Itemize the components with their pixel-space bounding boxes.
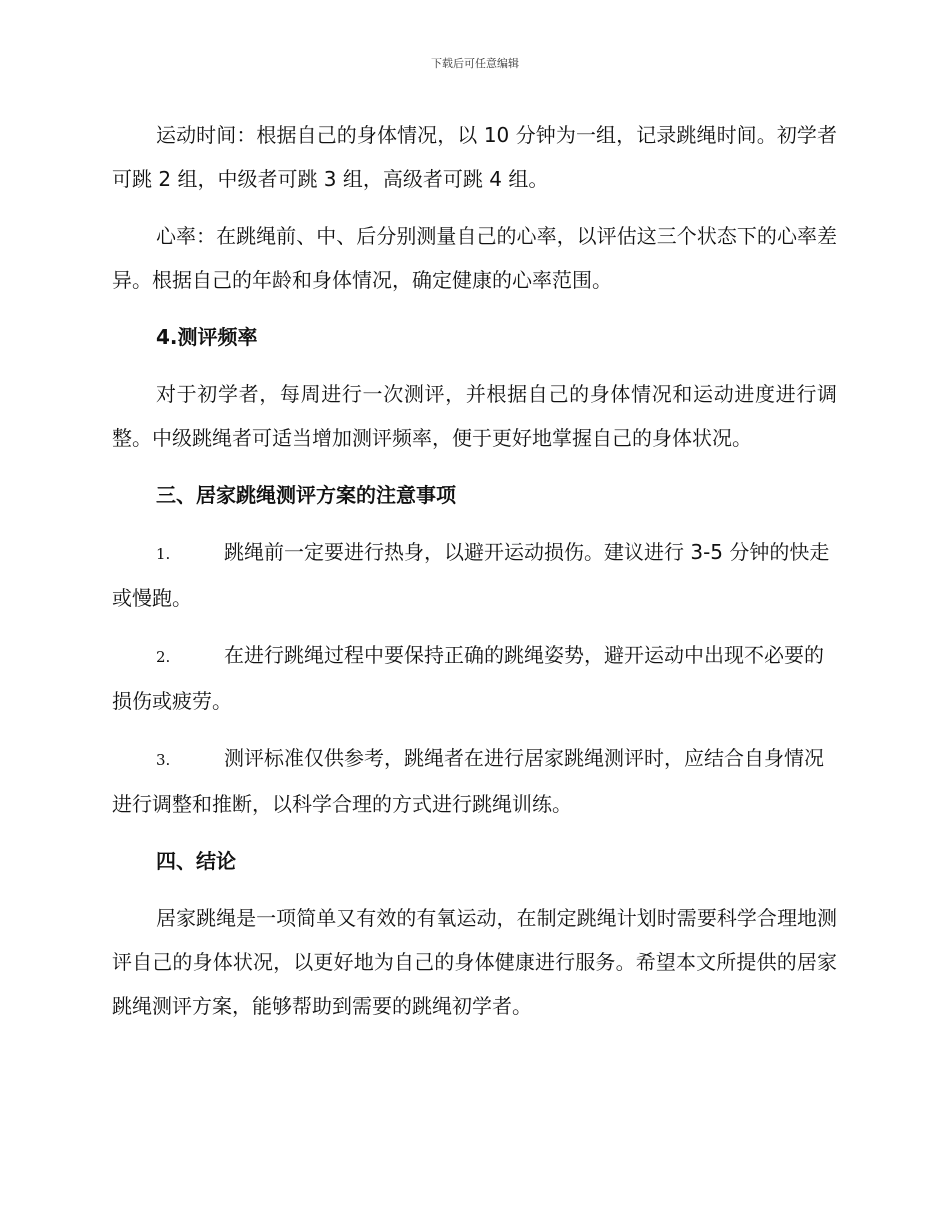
conclusion-paragraph: 居家跳绳是一项简单又有效的有氧运动，在制定跳绳计划时需要科学合理地测评自己的身体状况，以更好地为自己的身体健康进行服务。希望本文所提供的居家跳绳测评方案，能够帮助到需要的跳绳初学者。 xyxy=(112,906,837,1018)
note-text: 在进行跳绳过程中要保持正确的跳绳姿势，避开运动中出现不必要的损伤或疲劳。 xyxy=(112,643,824,713)
document-body xyxy=(112,113,837,1041)
note-text: 跳绳前一定要进行热身，以避开运动损伤。建议进行 3-5 分钟的快走或慢跑。 xyxy=(112,540,830,610)
conclusion-heading: 四、结论 xyxy=(156,849,236,873)
note-text: 测评标准仅供参考，跳绳者在进行居家跳绳测评时，应结合自身情况进行调整和推断，以科学合理的方式进行跳绳训练。 xyxy=(112,746,824,816)
note-item-1 xyxy=(112,530,837,620)
page-header-note: 下载后可任意编辑 xyxy=(431,57,519,70)
note-number: 3. xyxy=(156,751,171,769)
frequency-paragraph: 对于初学者，每周进行一次测评，并根据自己的身体情况和运动进度进行调整。中级跳绳者可适当增加测评频率，便于更好地掌握自己的身体状况。 xyxy=(112,382,837,450)
exercise-time-paragraph: 运动时间：根据自己的身体情况，以 10 分钟为一组，记录跳绳时间。初学者可跳 2 组，中级者可跳 3 组，高级者可跳 4 组。 xyxy=(112,123,837,191)
note-item-2 xyxy=(112,633,837,723)
note-number: 2. xyxy=(156,648,171,666)
notes-heading: 三、居家跳绳测评方案的注意事项 xyxy=(156,483,456,507)
heart-rate-paragraph: 心率：在跳绳前、中、后分别测量自己的心率，以评估这三个状态下的心率差异。根据自己的年龄和身体情况，确定健康的心率范围。 xyxy=(112,224,837,292)
frequency-heading: 4.测评频率 xyxy=(156,325,258,349)
note-number: 1. xyxy=(156,545,171,563)
note-item-3 xyxy=(112,736,837,826)
